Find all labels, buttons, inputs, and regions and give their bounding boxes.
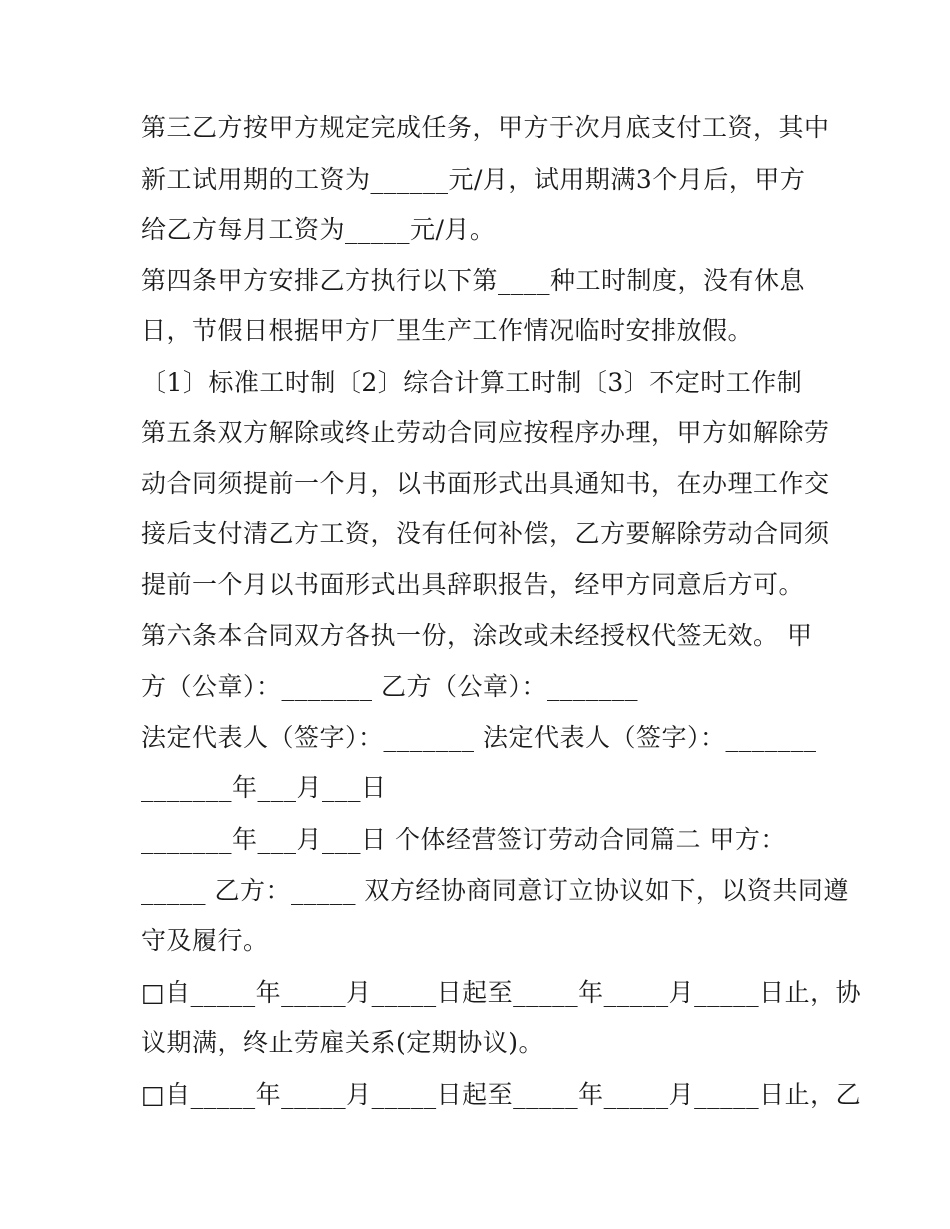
text-line-13: 法定代表人（签字）：_______ 法定代表人（签字）：_______ <box>141 723 817 752</box>
text-line-4: 第四条甲方安排乙方执行以下第____种工时制度，没有休息 <box>141 266 806 295</box>
text-line-14: _______年___月___日 <box>141 773 387 802</box>
text-line-18: □自_____年_____月_____日起至_____年_____月_____日止，协 <box>141 978 862 1007</box>
text-line-10: 提前一个月以书面形式出具辞职报告，经甲方同意后方可。 <box>141 570 805 599</box>
text-line-3: 给乙方每月工资为_____元/月。 <box>141 215 496 244</box>
text-line-8: 动合同须提前一个月，以书面形式出具通知书，在办理工作交 <box>141 469 830 498</box>
text-line-5: 日，节假日根据甲方厂里生产工作情况临时安排放假。 <box>141 316 754 345</box>
text-line-17: 守及履行。 <box>141 926 269 955</box>
text-line-19: 议期满，终止劳雇关系(定期协议)。 <box>141 1028 545 1057</box>
text-line-12: 方（公章）：_______ 乙方（公章）：_______ <box>141 672 638 701</box>
text-line-20: □自_____年_____月_____日起至_____年_____月_____日止，乙 <box>141 1080 862 1109</box>
text-line-15: _______年___月___日 个体经营签订劳动合同篇二 甲方： <box>141 825 786 854</box>
text-line-1: 第三乙方按甲方规定完成任务，甲方于次月底支付工资，其中 <box>141 113 830 142</box>
text-line-6: 〔1〕标准工时制〔2〕综合计算工时制〔3〕不定时工作制 <box>141 368 803 397</box>
text-line-7: 第五条双方解除或终止劳动合同应按程序办理，甲方如解除劳 <box>141 418 830 447</box>
text-line-9: 接后支付清乙方工资，没有任何补偿，乙方要解除劳动合同须 <box>141 519 830 548</box>
text-line-11: 第六条本合同双方各执一份，涂改或未经授权代签无效。 甲 <box>141 621 813 650</box>
text-line-2: 新工试用期的工资为______元/月，试用期满3个月后，甲方 <box>141 165 806 194</box>
text-line-16: _____ 乙方：_____ 双方经协商同意订立协议如下，以资共同遵 <box>141 876 849 905</box>
